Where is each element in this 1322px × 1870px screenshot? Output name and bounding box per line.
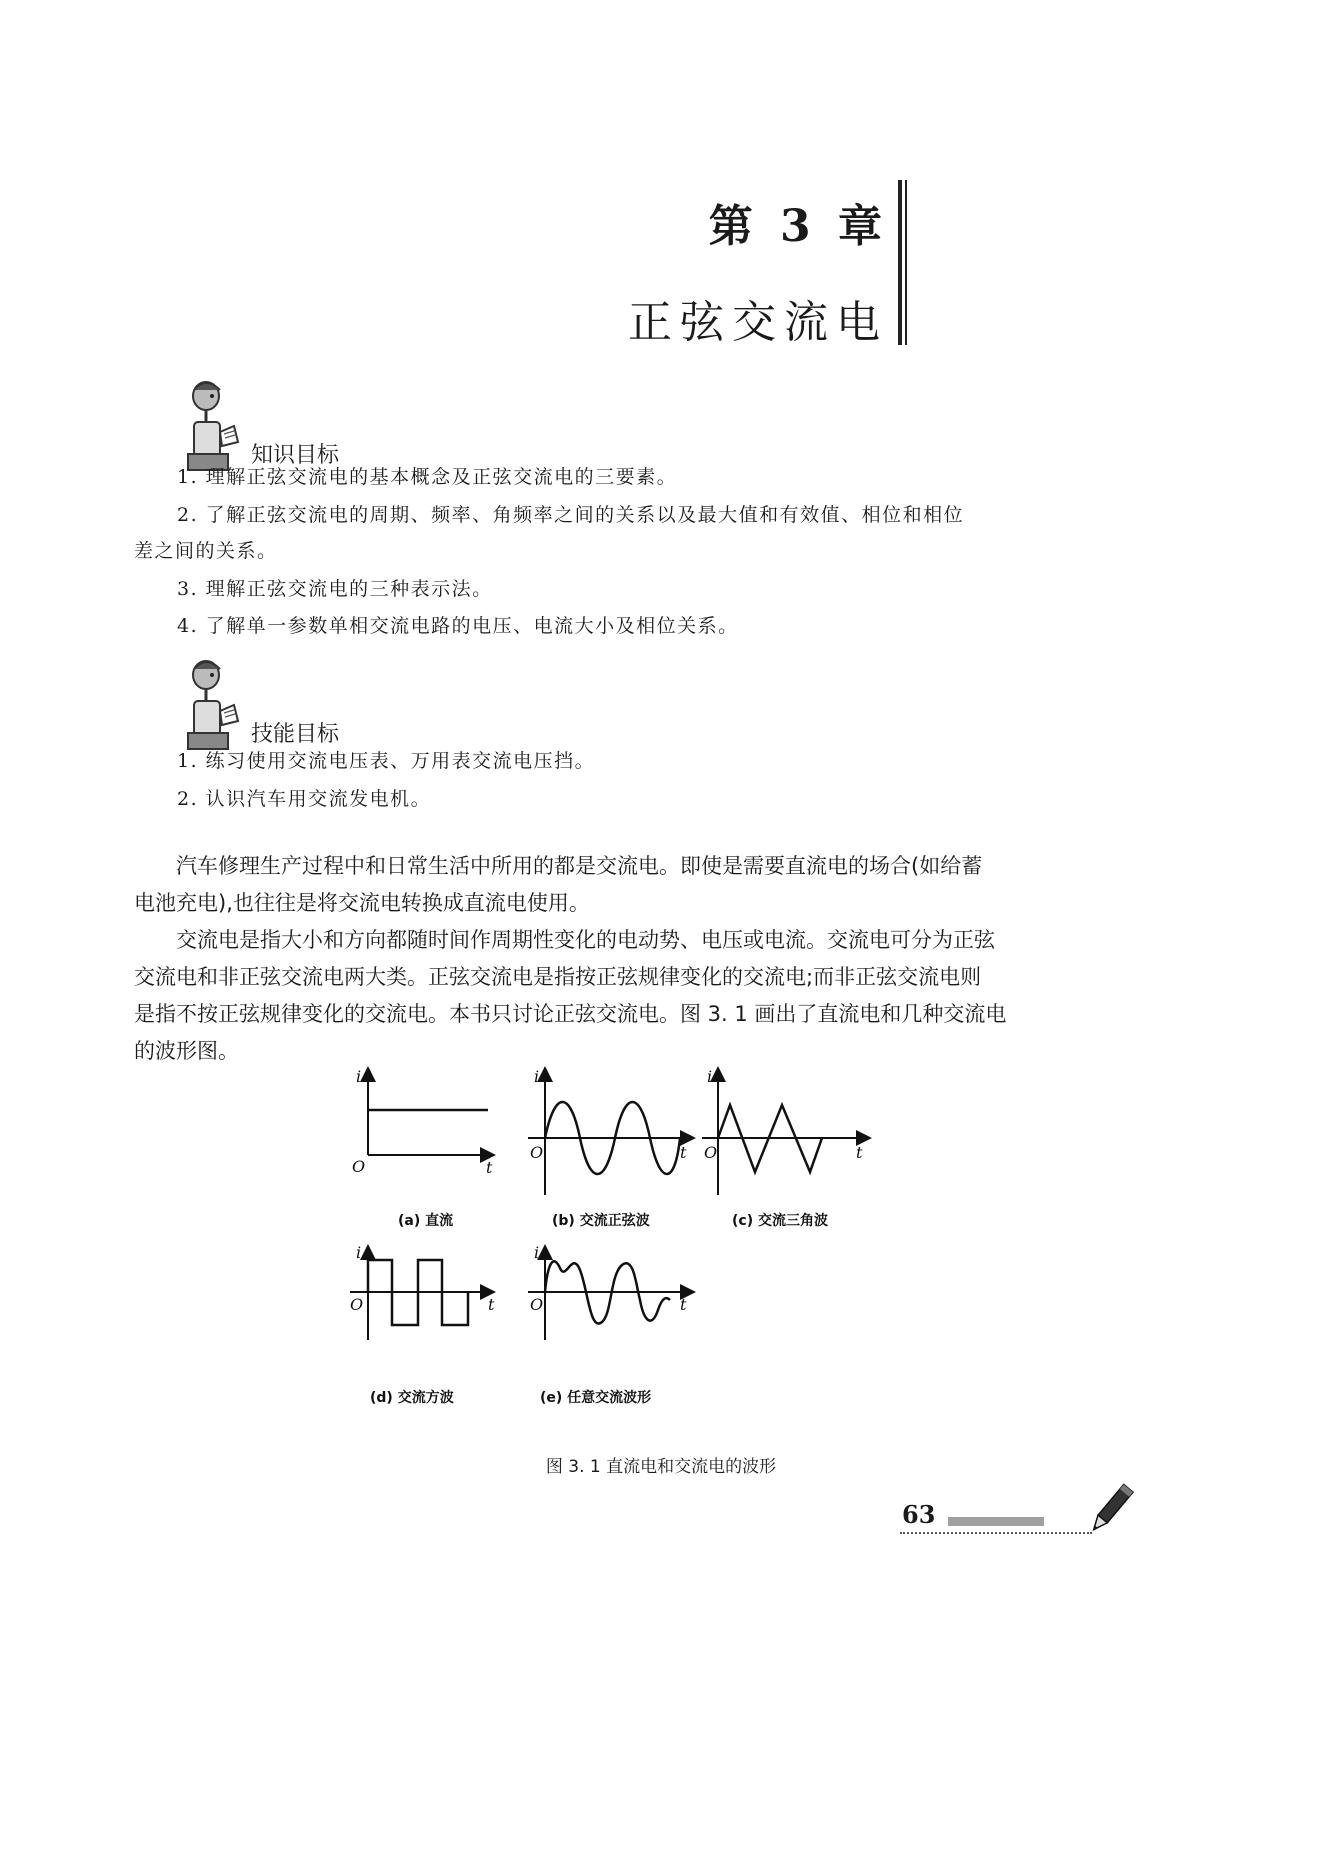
knowledge-goal-item-continued: 差之间的关系。 (134, 540, 278, 562)
chapter-rule-thick (898, 180, 902, 345)
subfigure-label-e: (e) 任意交流波形 (540, 1390, 652, 1406)
page-number-bar (948, 1517, 1044, 1526)
axis-y-label: i (356, 1243, 362, 1262)
knowledge-goal-item: 2. 了解正弦交流电的周期、频率、角频率之间的关系以及最大值和有效值、相位和相位 (177, 504, 965, 526)
skill-goal-item: 1. 练习使用交流电压表、万用表交流电压挡。 (177, 750, 596, 772)
skill-goals-header (176, 657, 396, 753)
knowledge-goal-item: 4. 了解单一参数单相交流电路的电压、电流大小及相位关系。 (177, 615, 739, 637)
paragraph-line: 交流电是指大小和方向都随时间作周期性变化的电动势、电压或电流。交流电可分为正弦 (176, 928, 995, 952)
origin-label: O (530, 1295, 544, 1314)
pencil-icon (1088, 1480, 1134, 1538)
reading-person-icon (176, 378, 246, 474)
axis-x-label: t (680, 1295, 687, 1314)
knowledge-goals-header (176, 378, 396, 474)
chapter-number: 第 3 章 (708, 201, 888, 252)
origin-label: O (530, 1143, 544, 1162)
axis-x-label: t (680, 1143, 687, 1162)
figure-caption: 图 3. 1 直流电和交流电的波形 (545, 1457, 777, 1477)
axis-x-label: t (486, 1158, 493, 1177)
footer-dotted-rule (900, 1532, 1092, 1534)
axis-y-label: i (534, 1067, 540, 1086)
paragraph-line: 电池充电),也往往是将交流电转换成直流电使用。 (134, 891, 590, 915)
axis-x-label: t (488, 1295, 495, 1314)
subfigure-label-a: (a) 直流 (398, 1213, 454, 1229)
paragraph-line: 交流电和非正弦交流电两大类。正弦交流电是指按正弦规律变化的交流电;而非正弦交流电则 (134, 965, 982, 989)
subfigure-label-b: (b) 交流正弦波 (552, 1213, 650, 1229)
waveform-figure (340, 1060, 900, 1430)
body-paragraph-2 (134, 922, 1094, 1070)
paragraph-line: 的波形图。 (134, 1039, 239, 1063)
skill-goal-item: 2. 认识汽车用交流发电机。 (177, 788, 432, 810)
axis-x-label: t (856, 1143, 863, 1162)
subfigure-label-c: (c) 交流三角波 (732, 1213, 828, 1229)
subfigure-label-d: (d) 交流方波 (370, 1390, 454, 1406)
paragraph-line: 汽车修理生产过程中和日常生活中所用的都是交流电。即使是需要直流电的场合(如给蓄 (176, 854, 983, 878)
axis-y-label: i (707, 1067, 713, 1086)
paragraph-line: 是指不按正弦规律变化的交流电。本书只讨论正弦交流电。图 3. 1 画出了直流电和几种交流电 (134, 1002, 1007, 1026)
chapter-title: 正弦交流电 (628, 297, 888, 348)
origin-label: O (352, 1157, 366, 1176)
origin-label: O (704, 1143, 718, 1162)
chapter-rule-thin (905, 180, 907, 345)
axis-y-label: i (534, 1243, 540, 1262)
body-paragraph-1 (134, 848, 1094, 922)
skill-goals-title: 技能目标 (251, 722, 340, 747)
origin-label: O (350, 1295, 364, 1314)
page-number: 63 (902, 1500, 936, 1529)
knowledge-goals-title: 知识目标 (251, 443, 340, 468)
axis-y-label: i (356, 1067, 362, 1086)
knowledge-goal-item: 1. 理解正弦交流电的基本概念及正弦交流电的三要素。 (177, 466, 678, 488)
knowledge-goal-item: 3. 理解正弦交流电的三种表示法。 (177, 578, 493, 600)
reading-person-icon (176, 657, 246, 753)
